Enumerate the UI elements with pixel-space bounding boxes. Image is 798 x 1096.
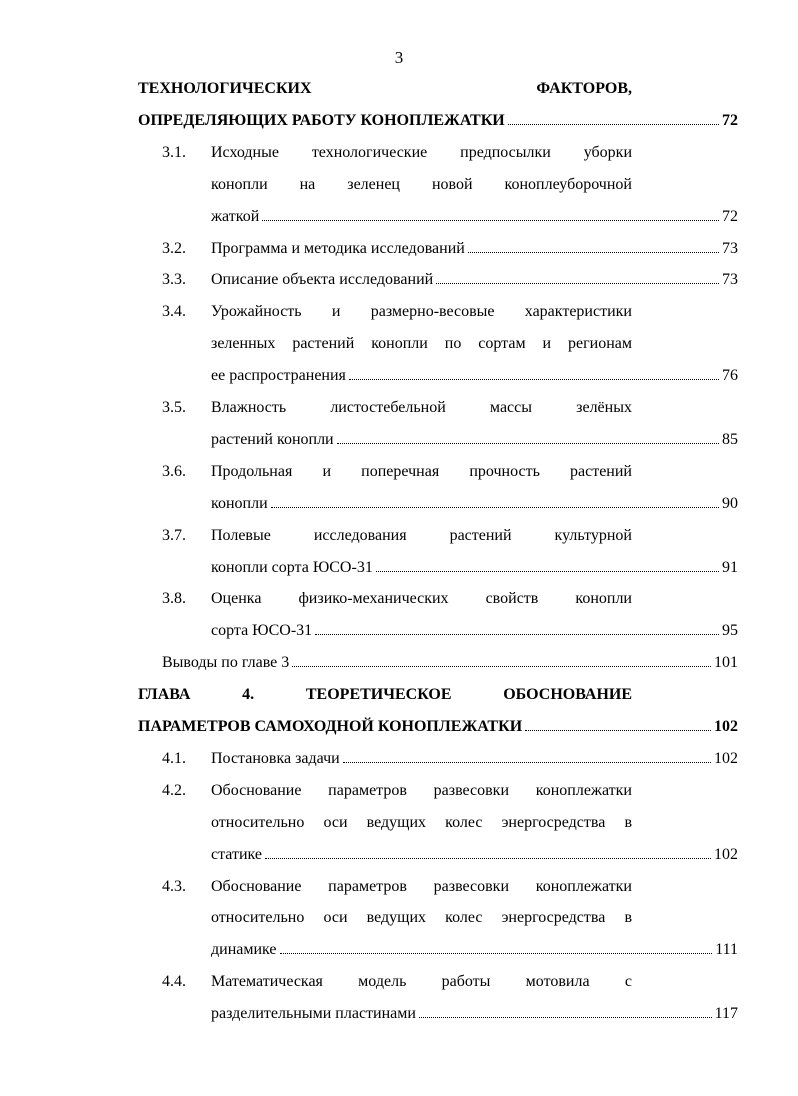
entry-text: динамике <box>211 941 277 959</box>
word: растений <box>570 462 632 480</box>
section-title-line <box>211 811 632 835</box>
dot-leader <box>525 730 711 731</box>
section-title-line <box>211 970 632 994</box>
section-title-line <box>211 875 632 899</box>
word: технологические <box>311 143 428 161</box>
word: ОБОСНОВАНИЕ <box>503 686 632 704</box>
word: зеленных <box>211 335 276 353</box>
word: характеристики <box>524 303 632 321</box>
entry-text: конопли <box>211 494 268 512</box>
section-number: 3.4. <box>162 303 186 321</box>
word: параметров <box>328 781 407 799</box>
entry-text: растений конопли <box>211 430 334 448</box>
word: зеленец <box>347 175 400 193</box>
dot-leader <box>376 571 719 572</box>
dot-leader <box>343 762 711 763</box>
section-number: 4.4. <box>162 973 186 991</box>
word: Оценка <box>211 590 262 608</box>
dot-leader <box>468 252 719 253</box>
toc-entry <box>211 938 738 962</box>
page-ref: 90 <box>722 494 738 512</box>
chapter-heading-line <box>138 77 632 101</box>
section-title-line <box>211 906 632 930</box>
word: регионам <box>567 335 632 353</box>
page-ref: 85 <box>722 430 738 448</box>
word: энергосредства <box>501 909 606 927</box>
word: с <box>624 973 632 991</box>
word: Влажность <box>211 399 287 416</box>
word: параметров <box>328 877 407 895</box>
page-ref: 95 <box>722 622 738 640</box>
word: модель <box>358 973 407 991</box>
section-number: 3.8. <box>162 590 186 608</box>
word: Продольная <box>211 462 293 480</box>
section-title-line <box>211 141 632 165</box>
section-number: 3.1. <box>162 143 186 161</box>
entry-text: конопли сорта ЮСО-31 <box>211 558 373 576</box>
word: Математическая <box>211 973 323 991</box>
page-ref: 102 <box>714 749 738 767</box>
page-ref: 111 <box>715 941 738 959</box>
toc-entry <box>211 843 738 867</box>
word: сортам <box>478 335 526 353</box>
page-ref: 72 <box>722 207 738 225</box>
dot-leader <box>337 443 719 444</box>
section-number: 4.2. <box>162 781 186 799</box>
word: ТЕХНОЛОГИЧЕСКИХ <box>138 80 312 97</box>
section-number: 3.6. <box>162 462 186 480</box>
toc-entry <box>211 556 738 580</box>
conclusions-entry <box>162 651 738 675</box>
dot-leader <box>508 124 719 125</box>
toc-entry <box>211 205 738 229</box>
word: по <box>444 335 462 353</box>
word: коноплежатки <box>535 877 632 895</box>
section-title-line <box>211 460 632 484</box>
word: и <box>542 335 552 353</box>
section-title-line <box>211 300 632 324</box>
word: Урожайность <box>211 303 302 321</box>
entry-text: статике <box>211 845 263 863</box>
word: оси <box>323 813 348 831</box>
dot-leader <box>265 858 711 859</box>
word: массы <box>489 399 532 416</box>
word: Обоснование <box>211 781 302 799</box>
entry-text: Описание объекта исследований <box>211 271 434 289</box>
word: новой <box>431 175 473 193</box>
word: развесовки <box>433 781 510 799</box>
word: ФАКТОРОВ, <box>536 80 632 97</box>
word: относительно <box>211 813 305 831</box>
entry-text: Постановка задачи <box>211 749 340 767</box>
chapter-heading-line <box>138 683 632 707</box>
word: в <box>624 813 632 831</box>
section-number: 3.2. <box>162 239 186 257</box>
page-ref: 117 <box>714 1005 738 1023</box>
word: в <box>624 909 632 927</box>
word: энергосредства <box>501 813 606 831</box>
section-number: 4.3. <box>162 877 186 895</box>
toc-entry <box>211 268 738 292</box>
dot-leader <box>315 634 719 635</box>
section-title-line <box>211 173 632 197</box>
dot-leader <box>280 953 713 954</box>
word: коноплежатки <box>535 781 632 799</box>
page-ref: 73 <box>722 271 738 289</box>
page-number: 3 <box>394 48 404 67</box>
word: свойств <box>485 590 539 608</box>
word: зелёных <box>576 399 632 416</box>
word: размерно-весовые <box>370 303 495 321</box>
word: ведущих <box>366 909 426 927</box>
toc-entry <box>211 1002 738 1026</box>
word: и <box>322 462 332 480</box>
word: развесовки <box>433 877 510 895</box>
word: исследования <box>313 526 407 544</box>
word: Исходные <box>211 143 279 161</box>
word: колес <box>445 909 483 927</box>
toc-entry <box>211 619 738 643</box>
word: предпосылки <box>460 143 551 161</box>
word: ГЛАВА <box>138 686 191 704</box>
page-ref: 102 <box>714 845 738 863</box>
entry-text: сорта ЮСО-31 <box>211 622 313 640</box>
section-title-line <box>211 396 632 420</box>
section-number: 3.7. <box>162 526 186 544</box>
word: поперечная <box>361 462 440 480</box>
page-ref: 102 <box>714 718 738 735</box>
section-title-line <box>211 524 632 548</box>
page-ref: 101 <box>714 654 738 672</box>
dot-leader <box>271 507 719 508</box>
toc-entry <box>211 492 738 516</box>
page-ref: 76 <box>722 367 738 385</box>
word: прочность <box>469 462 540 480</box>
word: на <box>299 175 316 193</box>
word: относительно <box>211 909 305 927</box>
dot-leader <box>349 379 719 380</box>
word: коноплеуборочной <box>504 175 632 193</box>
word: конопли <box>575 590 632 608</box>
word: растений <box>449 526 512 544</box>
entry-text: жаткой <box>211 207 260 225</box>
word: оси <box>323 909 348 927</box>
word: ТЕОРЕТИЧЕСКОЕ <box>305 686 452 704</box>
word: и <box>331 303 341 321</box>
word: 4. <box>242 686 255 704</box>
word: физико-механических <box>298 590 449 608</box>
page-ref: 91 <box>722 558 738 576</box>
section-title-line <box>211 332 632 356</box>
section-number: 4.1. <box>162 749 186 767</box>
toc-entry <box>211 364 738 388</box>
section-number: 3.3. <box>162 271 186 289</box>
entry-text: ОПРЕДЕЛЯЮЩИХ РАБОТУ КОНОПЛЕЖАТКИ <box>138 111 505 129</box>
entry-text: ПАРАМЕТРОВ САМОХОДНОЙ КОНОПЛЕЖАТКИ <box>138 718 523 735</box>
word: конопли <box>211 175 268 193</box>
word: Обоснование <box>211 877 302 895</box>
chapter-heading-line <box>138 109 738 133</box>
dot-leader <box>262 220 719 221</box>
word: растений <box>292 335 355 353</box>
page-ref: 73 <box>722 239 738 257</box>
dot-leader <box>292 666 711 667</box>
entry-text: ее распространения <box>211 367 346 385</box>
word: конопли <box>371 335 428 353</box>
word: ведущих <box>366 813 426 831</box>
word: листостебельной <box>330 399 446 416</box>
entry-text: Программа и методика исследований <box>211 239 465 257</box>
dot-leader <box>436 283 719 284</box>
word: мотовила <box>525 973 590 991</box>
word: Полевые <box>211 526 271 544</box>
section-title-line <box>211 587 632 611</box>
section-number: 3.5. <box>162 399 186 416</box>
dot-leader <box>419 1017 712 1018</box>
toc-entry <box>211 747 738 771</box>
word: уборки <box>583 143 632 161</box>
entry-text: разделительными пластинами <box>211 1005 416 1023</box>
toc-entry <box>211 428 738 452</box>
section-title-line <box>211 779 632 803</box>
chapter-heading-line <box>138 715 738 739</box>
entry-text: Выводы по главе 3 <box>162 654 290 672</box>
word: культурной <box>554 526 632 544</box>
word: колес <box>445 813 483 831</box>
word: работы <box>441 973 491 991</box>
toc-entry <box>211 237 738 261</box>
page-ref: 72 <box>722 111 738 129</box>
